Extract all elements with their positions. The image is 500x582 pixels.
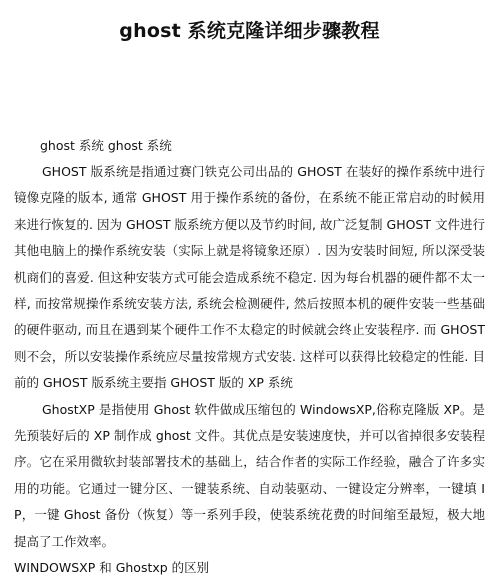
document-title: ghost 系统克隆详细步骤教程 [119,20,380,42]
paragraph-ghost-system: GHOST 版系统是指通过赛门铁克公司出品的 GHOST 在装好的操作系统中进行镜像克隆的版本, 通常 GHOST 用于操作系统的备份，在系统不能正常启动的时候用来进行恢复的. 因为 GHOST 版系统方便以及节约时间, 故广泛复制 GHOST 文件进行其他电脑上的操作系统安装（实际上就是将镜象还原）. 因为安装时间短, 所以深受装机商们的喜爱. 但这种安装方式可能会造成系统不稳定. 因为每台机器的硬件都不太一样, 而按常规操作系统安装方法, 系统会检测硬件, 然后按照本机的硬件安装一些基础的硬件驱动, 而且在遇到某个硬件工作不太稳定的时候就会终止安装程序. 而 GHOST 则不会，所以安装操作系统应尽量按常规方式安装. 这样可以获得比较稳定的性能. 目前的 GHOST 版系统主要指 GHOST 版的 XP 系统 [14,164,485,391]
section-heading-difference: WINDOWSXP 和 Ghostxp 的区别 [14,560,210,576]
paragraph-ghostxp: GhostXP 是指使用 Ghost 软件做成压缩包的 WindowsXP,俗称克隆版 XP。是先预装好后的 XP 制作成 ghost 文件。其优点是安装速度快，并可以省掉很多安装程序。它在采用微软封装部署技术的基础上，结合作者的实际工作经验，融合了许多实用的功能。它通过一键分区、一键装系统、自动装驱动、一键设定分辨率，一键填 IP，一键 Ghost 备份（恢复）等一系列手段，使装系统花费的时间缩至最短，极大地提高了工作效率。 [14,401,485,549]
document-subheading: ghost 系统 ghost 系统 [40,138,172,153]
